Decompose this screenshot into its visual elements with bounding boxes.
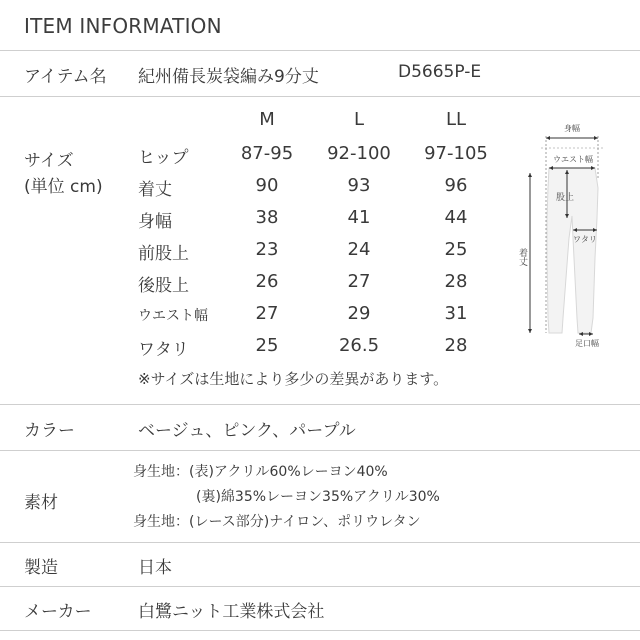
size-cell: 97-105 [424,143,488,164]
size-cell: 87-95 [240,143,294,164]
size-cell: 28 [444,335,468,356]
divider [0,404,640,405]
divider [0,586,640,587]
size-col-header: LL [445,109,467,130]
item-name-value: 紀州備長炭袋編み9分丈 [138,67,319,87]
size-col-header: M [259,109,275,130]
size-cell: 26 [255,271,279,292]
size-row-label: 着丈 [138,180,172,200]
size-row-label: ヒップ [138,148,189,168]
rise-label-text: 股上 [556,192,575,202]
size-col-header: L [353,109,365,130]
color-value: ベージュ、ピンク、パープル [138,421,356,441]
size-cell: 96 [444,175,468,196]
size-cell: 41 [347,207,371,228]
size-row-label: 前股上 [138,244,189,264]
size-row-label: ウエスト幅 [138,308,208,324]
size-cell: 26.5 [338,335,380,356]
item-code: D5665P-E [398,62,482,82]
maker-value: 白鷺ニット工業株式会社 [138,602,325,622]
size-label-line2: (単位 cm) [24,177,103,197]
page-title: ITEM INFORMATION [24,14,222,38]
material-line: 身生地：(レース部分)ナイロン、ポリウレタン [133,514,421,530]
maker-label: メーカー [24,602,92,622]
size-cell: 44 [444,207,468,228]
diagram-label-watari: ワタリ [573,235,597,244]
divider [0,630,640,631]
size-cell: 25 [255,335,279,356]
size-cell: 90 [255,175,279,196]
material-line: 身生地：(表)アクリル60%レーヨン40% [133,464,388,480]
origin-value: 日本 [138,558,172,578]
diagram-label-sokuguchi: 足口幅 [575,339,599,348]
size-cell: 92-100 [327,143,391,164]
item-name-label: アイテム名 [24,67,107,87]
divider [0,542,640,543]
divider [0,96,640,97]
size-diagram [505,118,625,350]
size-label-line1: サイズ [24,151,74,171]
size-row-label: 身幅 [138,212,172,232]
size-row-label: 後股上 [138,276,189,296]
size-cell: 93 [347,175,371,196]
size-cell: 27 [347,271,371,292]
size-cell: 23 [255,239,279,260]
origin-label: 製造 [24,558,58,578]
diagram-label-waist: ウエスト幅 [553,155,593,164]
material-line: (裏)綿35%レーヨン35%アクリル30% [196,489,440,505]
divider [0,50,640,51]
size-note: ※サイズは生地により多少の差異があります。 [138,370,449,388]
size-cell: 28 [444,271,468,292]
size-cell: 38 [255,207,279,228]
size-cell: 25 [444,239,468,260]
diagram-label-mihaba: 身幅 [564,124,580,133]
size-cell: 29 [347,303,371,324]
color-label: カラー [24,421,75,441]
diagram-label-kitake: 着丈 [518,248,528,266]
size-label [24,148,103,200]
diagram-label-rise [556,191,574,202]
material-label: 素材 [24,493,58,513]
size-row-label: ワタリ [138,340,189,360]
size-cell: 24 [347,239,371,260]
size-cell: 27 [255,303,279,324]
divider [0,450,640,451]
size-cell: 31 [444,303,468,324]
